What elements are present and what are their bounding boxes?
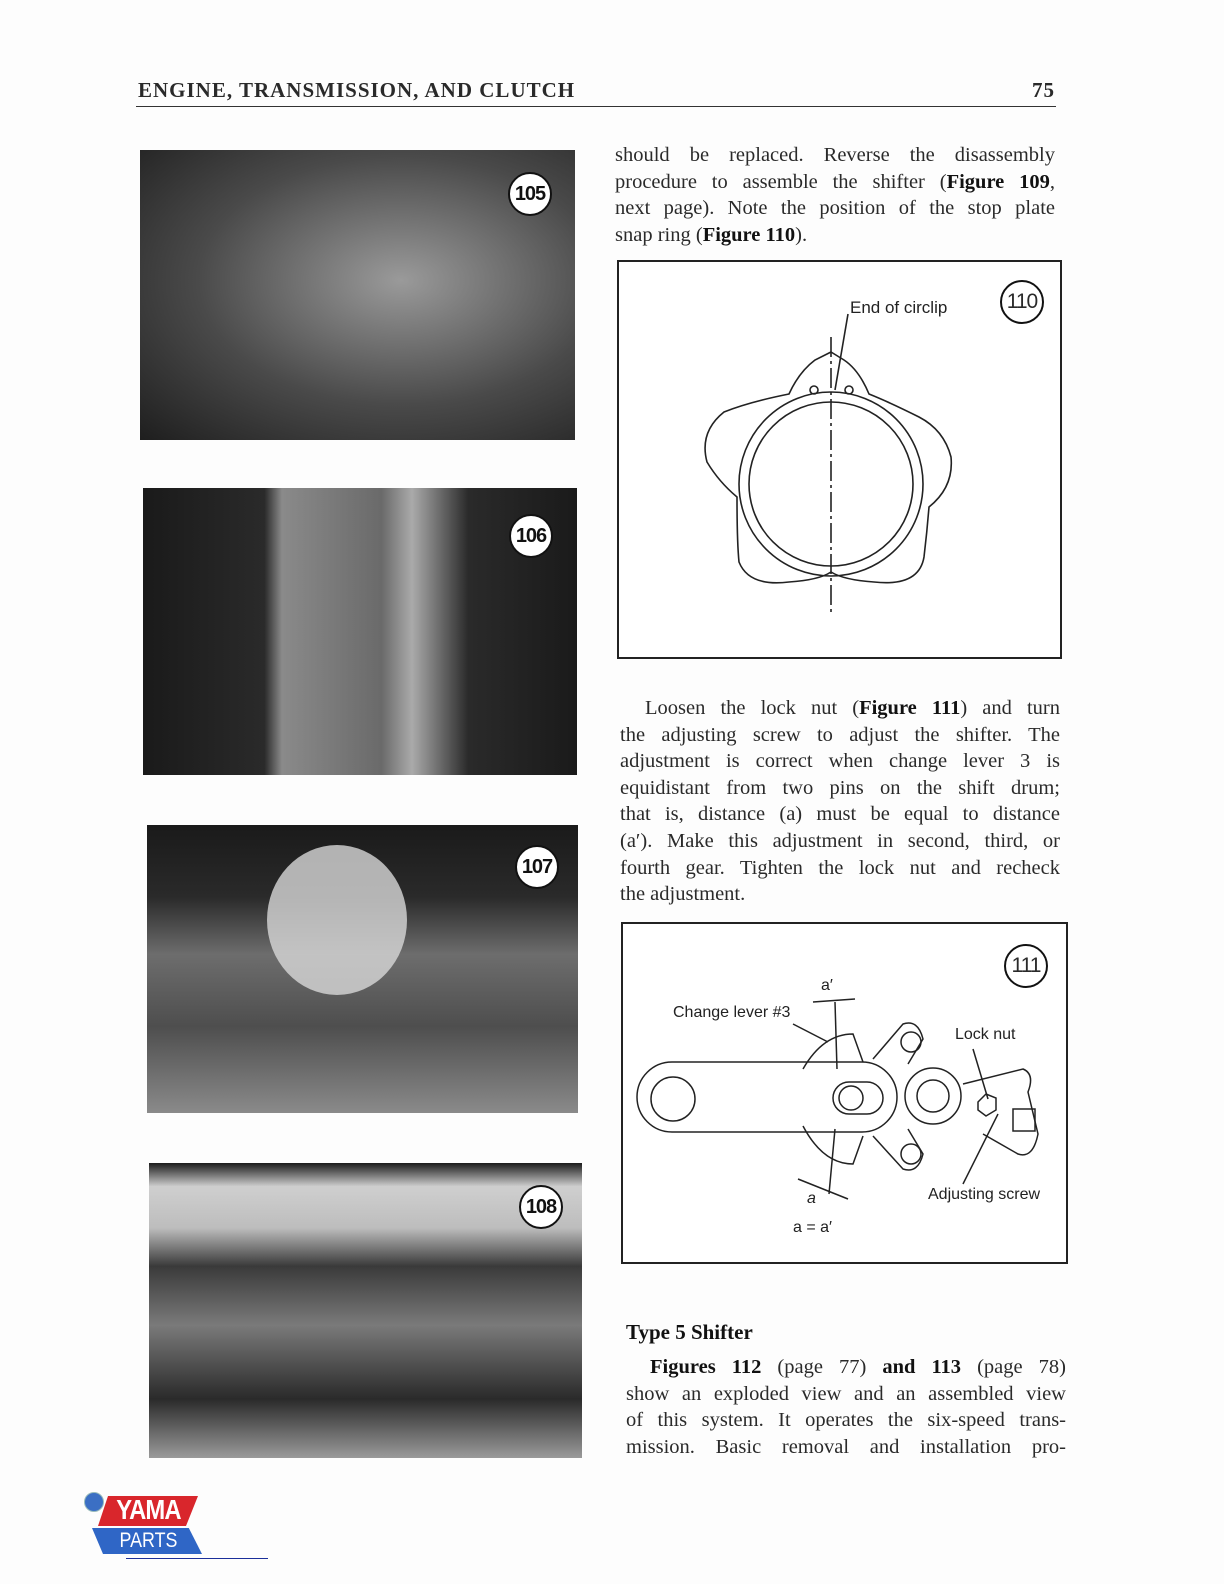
figure-ref: Figure 111 xyxy=(859,697,961,719)
text-line: should be replaced. Reverse the disassembly xyxy=(615,144,1055,166)
hands-illustration xyxy=(267,845,407,995)
shifter-drawing xyxy=(623,924,1066,1262)
text-line: the adjustment. xyxy=(620,883,746,906)
text-line: snap ring (Figure 110). xyxy=(615,223,808,246)
text-line: of this system. It operates the six-speed trans- xyxy=(626,1409,1066,1432)
label-change-lever: Change lever #3 xyxy=(673,1004,791,1021)
text-line: Loosen the lock nut (Figure 111) and turn xyxy=(645,697,1060,719)
figure-number-badge: 108 xyxy=(519,1185,563,1229)
page-number: 75 xyxy=(1032,78,1055,102)
paragraph-adjustment xyxy=(620,695,1060,908)
text-line: the adjusting screw to adjust the shifter. The xyxy=(620,723,1060,746)
logo-text-top: YAMA xyxy=(116,1494,181,1525)
figure-111-shifter-adjustment-diagram xyxy=(621,922,1068,1264)
section-heading: Type 5 Shifter xyxy=(626,1320,753,1344)
text-line: equidistant from two pins on the shift drum; xyxy=(620,776,1060,799)
text-line: show an exploded view and an assembled view xyxy=(626,1382,1066,1405)
label-equation: a = a′ xyxy=(793,1219,833,1236)
text-line: mission. Basic removal and installation pro- xyxy=(626,1435,1066,1458)
header-rule xyxy=(136,106,1056,107)
text-line: adjustment is correct when change lever 3 is xyxy=(620,750,1060,773)
logo-underline xyxy=(126,1558,268,1559)
label-adjusting-screw: Adjusting screw xyxy=(928,1186,1041,1203)
figure-number-badge: 107 xyxy=(515,845,559,889)
label-a-prime: a′ xyxy=(821,977,833,994)
yamaparts-logo xyxy=(84,1490,209,1558)
photo-figure-106 xyxy=(143,488,577,775)
photo-figure-105 xyxy=(140,150,575,440)
text-line: that is, distance (a) must be equal to distance xyxy=(620,803,1060,826)
text-line: procedure to assemble the shifter (Figure 109, xyxy=(615,170,1056,193)
figure-number: 110 xyxy=(1000,280,1044,324)
text-line: Figures 112 (page 77) and 113 (page 78) xyxy=(650,1356,1067,1378)
figure-number: 111 xyxy=(1004,944,1048,988)
paragraph-shifter-assembly xyxy=(615,142,1055,248)
figure-number-badge: 105 xyxy=(508,172,552,216)
tuning-fork-emblem-icon xyxy=(84,1492,104,1512)
running-header: ENGINE, TRANSMISSION, AND CLUTCH xyxy=(138,78,576,102)
circlip-drawing xyxy=(619,262,1060,657)
text-line: (a′). Make this adjustment in second, third, or xyxy=(620,829,1060,852)
paragraph-type5-shifter xyxy=(626,1354,1066,1460)
figure-ref: Figure 110 xyxy=(702,223,796,246)
logo-text-bottom: PARTS xyxy=(119,1529,178,1552)
label-a: a xyxy=(807,1190,816,1207)
photo-figure-107 xyxy=(147,825,578,1113)
photo-figure-108 xyxy=(149,1163,582,1458)
figure-ref: Figure 109 xyxy=(946,170,1050,193)
text-line: next page). Note the position of the stop plate xyxy=(615,197,1055,220)
figure-110-circlip-diagram xyxy=(617,260,1062,659)
text-line: fourth gear. Tighten the lock nut and recheck xyxy=(620,856,1060,879)
label-lock-nut: Lock nut xyxy=(955,1026,1016,1043)
label-end-of-circlip: End of circlip xyxy=(850,298,948,317)
figure-number-badge: 106 xyxy=(509,514,553,558)
